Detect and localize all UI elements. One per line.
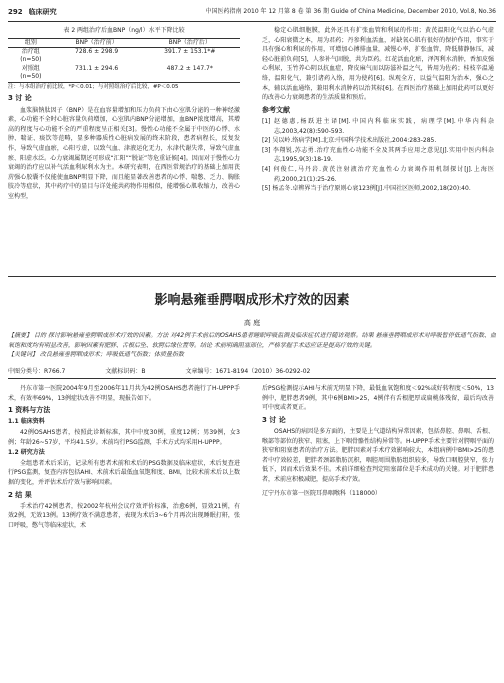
classification-line xyxy=(8,367,496,377)
table-header: 组别 xyxy=(24,38,37,46)
paragraph: 42例OSAHS患者，按照此诊断标准，其中中度30例，重度12例；男39例，女3例；年龄26~57岁，平均41.5岁。术前均行PSG监测，手术方式均采用H-UPPP。 xyxy=(8,428,240,446)
table-row xyxy=(8,56,240,64)
abstract-text: 【摘要】 目的 探讨影响悬雍垂腭咽成形术疗效的因素。方法 对42例手术前后的OSAHS患者睡眠呼吸监测及临床症状进行随访观察。结果 悬雍垂腭咽成形术对呼吸暂停低通气指数、血氧饱和度均有明显改善，影响因素有肥胖、舌根后坠、软腭后缘位置等。结论 术前明确阻塞部位，严格掌握手术适应证是提高疗效的关键。 xyxy=(8,332,496,349)
clc-number: 中图分类号：R766.7 xyxy=(8,368,66,375)
references-heading: 参考文献 xyxy=(262,105,290,114)
table-cell: 391.7 ± 153.1*# xyxy=(164,47,216,55)
reference-item: [4] 何俊仁,马丹岩.黄芪注射液治疗充血性心力衰竭作用机制探讨[J].上海医药,2000,21(1):25-26. xyxy=(262,165,494,183)
reference-item: [1] 赵德惠,杨跃进主译[M].中国内科临床实践，病理学[M].中华内科杂志,2003,42(8):590-593. xyxy=(262,117,494,135)
table-cell: 731.1 ± 294.6 xyxy=(75,64,119,72)
table-header: BNP（治疗前） xyxy=(75,38,118,46)
paragraph: 手术治疗42例患者，按2002年杭州会议疗效评价标准，治愈6例，显效21例，有效2例，无效13例。13例疗效不满意患者，表现为术后3~6个月再次出现睡眠打鼾，张口呼吸，憋气等临床症状，术 xyxy=(8,502,240,529)
section-heading: 2 结 果 xyxy=(8,490,32,499)
lower-left-column xyxy=(8,384,240,531)
table-cell: (n=50) xyxy=(20,73,42,81)
author-affiliation: 辽宁丹东市第一医院耳鼻咽喉科（118000） xyxy=(262,489,381,497)
page-number: 292 xyxy=(8,8,23,17)
table-row xyxy=(8,65,240,73)
header-rule xyxy=(8,21,496,22)
article-title: 影响悬雍垂腭咽成形术疗效的因素 xyxy=(154,293,350,308)
keywords: 【关键词】 改良悬雍垂腭咽成形术；呼吸低通气指数；体质量指数 xyxy=(8,351,184,359)
reference-item: [5] 杨孟冬.卓辨界当于治疗原则心衰123例[J].中国社区医师,2002,18(20):40. xyxy=(262,185,471,193)
table-cell: 治疗组 xyxy=(21,47,40,55)
abstract xyxy=(8,331,496,360)
document-code: 文献标识码：B xyxy=(105,368,146,375)
table-row xyxy=(8,47,240,56)
subsection-heading: 1.1 临床资料 xyxy=(8,418,45,426)
paragraph: 丹东市第一医院2004年9月至2006年11月共为42例OSAHS患者施行了H-UPPP手术，有效率69%，13例症状改善不明显，现报告如下。 xyxy=(8,385,240,402)
section-heading: 3 讨 论 xyxy=(262,415,286,424)
section-heading: 3 讨 论 xyxy=(8,94,32,103)
reference-item: [2] 吴以岭.络病学[M].北京:中国科学技术出版社,2004:283-285. xyxy=(262,137,437,145)
table-cell: (n=50) xyxy=(20,56,42,64)
article-author: 高 庭 xyxy=(243,319,261,327)
table-header: BNP（治疗后） xyxy=(168,38,211,46)
references-list xyxy=(262,117,494,194)
table-cell: 487.2 ± 147.7* xyxy=(166,64,213,72)
page-header xyxy=(8,6,496,20)
section-label: 临床研究 xyxy=(28,8,57,17)
upper-right-column xyxy=(262,26,494,194)
table-caption: 表 2 两组治疗后血BNP（ng/l）水平下降比较 xyxy=(63,27,185,34)
paragraph: 全组患者术后采访，记录所有患者术前和术后的PSG数据及临床症状，术后复查进行PSG监测，复查内容包括AHI、术前术后最低血氧饱和度、BMI，比较术前术后以上数据的变化，并评估术后疗效与影响因素。 xyxy=(8,459,240,486)
table-cell: 对照组 xyxy=(21,64,40,72)
lower-right-column xyxy=(262,384,494,498)
bnp-table xyxy=(8,38,240,83)
upper-left-column xyxy=(8,26,240,201)
subsection-heading: 1.2 研究方法 xyxy=(8,449,45,457)
journal-info: 中国医药指南 2010 年 12 月第 8 卷 第 36 期 Guide of China Medicine, December 2010, Vol.8, No.36 xyxy=(205,8,496,15)
section-heading: 1 资料与方法 xyxy=(8,406,51,415)
paragraph: 后PSG检测提示AHI与术前无明显下降，最低血氧饱和度＜92%或好转程度＜50%，13例中，肥胖患者9例，其中6例BMI>25，4例伴有舌根肥厚或扁桃体残留，最后均改善可中度或者更正。 xyxy=(262,385,494,412)
paragraph: 血浆脑钠肽因子（BNP）是在血容量增加和压力负荷下由心室肌分泌的一种神经激素，心功能不全时心脏容量负荷增加，心室肌内BNP分泌增加，血BNP浓度增高，其增高的程度与心功能不全的严重程度呈正相关[3]。慢性心功能不全属于中医的心悸、水肿、喘证、痰饮等范畴，显多种器质性心脏病发展的终末阶段，患者病程长，反复发作，导致气虚血瘀，心阳亏虚，以致气血、津液运化无力，水津代谢失常，导致气虚血瘀、阳虚水泛。心力衰竭属期还可形成“汇阳”“脱证”等危重证候[4]。因而对于慢性心力衰竭的治疗应以补气活血利尿利水为主。本研究表明，在西医常规治疗的基础上加用芪苈强心胶囊不仅能使血BNP明显下降，而且能显著改善患者的心悸、喘憋、乏力、胸胀肢冷等症状，其中药疗中的显目与详处能共药物作用相似，能增强心肌收缩力，改善心室构型， xyxy=(8,106,240,200)
paragraph: 稳定心肌细胞膜，此外还具有扩张血管和利尿的作用；黄芪温阳化气以治心气虚乏，心阳衰微之本，用为君药；丹参利血活血，对缺氧心肌有很好的保护作用，事实于具有强心和利尿的作用，可增加心搏排血量，减慢心率，扩张血管，降低肺静脉压，减轻心脏前负荷[5]，人参补气固脱，共为臣药。红花活血化瘀，泽泻利水消肿，香加皮强心利尿，玉竹养心阴以抗血症，降皮麻气而以防滋补温之气，皆用为佐药；桂枝辛温通络，温阳化气，兼引诸药入络，用为使药[6]。纵观全方，以益气温阳为治本，强心之本，辅以活血通络，兼用利水消肿药以治其标[6]。在西医治疗基础上加用此药可以更好的改善心力衰竭患者的生活质量和预后。 xyxy=(262,27,494,102)
abstract-rule xyxy=(8,378,496,379)
article-separator xyxy=(8,276,496,277)
paragraph: OSAHS的病因是多方面的，主要是上气道结构异常因素，包括鼻腔、鼻咽、舌根、喉部等部位的狭窄、阻塞，上下咽骨骼性结构异常等。H-UPPP手术主要针对腭咽平面的狭窄和阻塞患者的治疗方法。肥胖因素对手术疗效影响较大，本组病例中BMI>25的患者中疗效较差，肥胖者颈部脂肪沉积，咽腔周围脂肪组织较多，导致口咽腔狭窄，张力低下，因而术后效果不佳。术前详细检查判定阻塞部位是手术成功的关键。对于肥胖患者，术前应积极减肥，提高手术疗效。 xyxy=(262,427,494,483)
table-header-row xyxy=(8,38,240,47)
reference-item: [3] 李翔锐,苏志勇.治疗充血性心功能不全及其两手应用之意见[J].实用中医内科杂志,1995,9(3):18-19. xyxy=(262,146,494,164)
article-number: 文章编号：1671-8194（2010）36-0292-02 xyxy=(185,368,311,375)
table-note: 注：与本组治疗前比较，*P＜0.01；与对照组治疗后比较，#P＜0.05 xyxy=(8,83,179,90)
table-cell: 728.6 ± 298.9 xyxy=(75,47,119,55)
table-row xyxy=(8,73,240,82)
